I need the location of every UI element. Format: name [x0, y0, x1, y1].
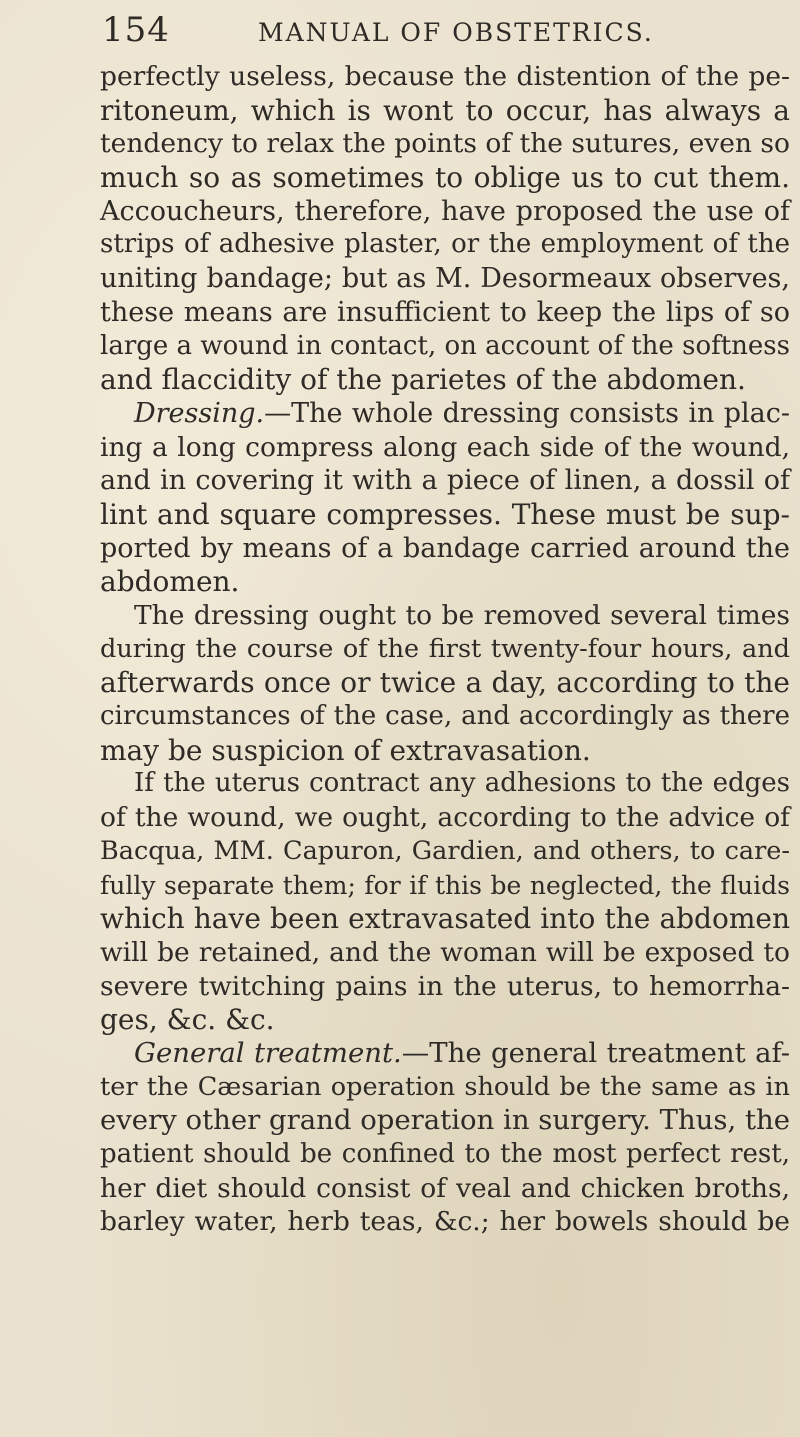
text-line: Bacqua, MM. Capuron, Gardien, and others, to care- [100, 835, 790, 866]
text-line: fully separate them; for if this be neglected, the fluids [100, 870, 790, 900]
text-line: strips of adhesive plaster, or the employment of the [100, 229, 790, 260]
section-heading-general-treatment: General treatment. [134, 1036, 402, 1069]
text-line: afterwards once or twice a day, according to the [100, 666, 790, 700]
text-line: every other grand operation in surgery. Thus, the [100, 1104, 791, 1137]
text-line: uniting bandage; but as M. Desormeaux observes, [100, 263, 790, 295]
text-line: barley water, herb teas, &c.; her bowels should be [100, 1206, 790, 1238]
running-title: MANUAL OF OBSTETRICS. [258, 18, 654, 47]
text-segment: —The general treatment af- [401, 1036, 790, 1069]
text-line: her diet should consist of veal and chicken broths, [100, 1172, 790, 1204]
text-line: perfectly useless, because the distention of the pe- [100, 61, 790, 92]
text-line: and flaccidity of the parietes of the abdomen. [100, 363, 746, 397]
text-line: ges, &c. &c. [100, 1003, 275, 1037]
text-line: lint and square compresses. These must be sup- [100, 497, 790, 531]
text-line: large a wound in contact, on account of the softness [100, 330, 790, 361]
text-line: ritoneum, which is wont to occur, has always a [100, 93, 790, 127]
text-line: of the wound, we ought, according to the advice of [100, 802, 790, 834]
section-heading-dressing: Dressing. [134, 397, 265, 429]
text-line: ing a long compress along each side of the wound, [100, 431, 790, 463]
text-line: and in covering it with a piece of linen, a dossil of [100, 465, 790, 497]
page-number: 154 [102, 10, 170, 50]
text-line: ter the Cæsarian operation should be the same as in [100, 1071, 790, 1102]
paragraph-general-treatment-heading [100, 1037, 790, 1071]
text-line: will be retained, and the woman will be exposed to [100, 936, 790, 968]
text-line: If the uterus contract any adhesions to the edges [134, 768, 790, 799]
text-line: may be suspicion of extravasation. [100, 733, 591, 767]
running-head [102, 6, 722, 54]
text-line: abdomen. [100, 565, 240, 599]
text-line: which have been extravasated into the abdomen [100, 902, 790, 936]
text-line: much so as sometimes to oblige us to cut them. [100, 161, 790, 195]
text-segment: —The whole dressing consists in plac- [264, 397, 790, 429]
text-line: ported by means of a bandage carried around the [100, 532, 790, 564]
text-line: during the course of the first twenty-four hours, and [100, 633, 790, 664]
text-line: patient should be confined to the most perfect rest, [100, 1139, 790, 1169]
text-line: The dressing ought to be removed several times [134, 600, 790, 631]
paragraph-dressing-heading [100, 397, 790, 431]
text-line: tendency to relax the points of the sutures, even so [100, 128, 790, 160]
text-line: Accoucheurs, therefore, have proposed the use of [100, 195, 790, 227]
text-line: severe twitching pains in the uterus, to hemorrha- [100, 970, 790, 1002]
body-text [100, 60, 790, 1239]
text-line: these means are insufficient to keep the lips of so [100, 296, 790, 328]
text-line: circumstances of the case, and accordingly as there [100, 701, 790, 732]
